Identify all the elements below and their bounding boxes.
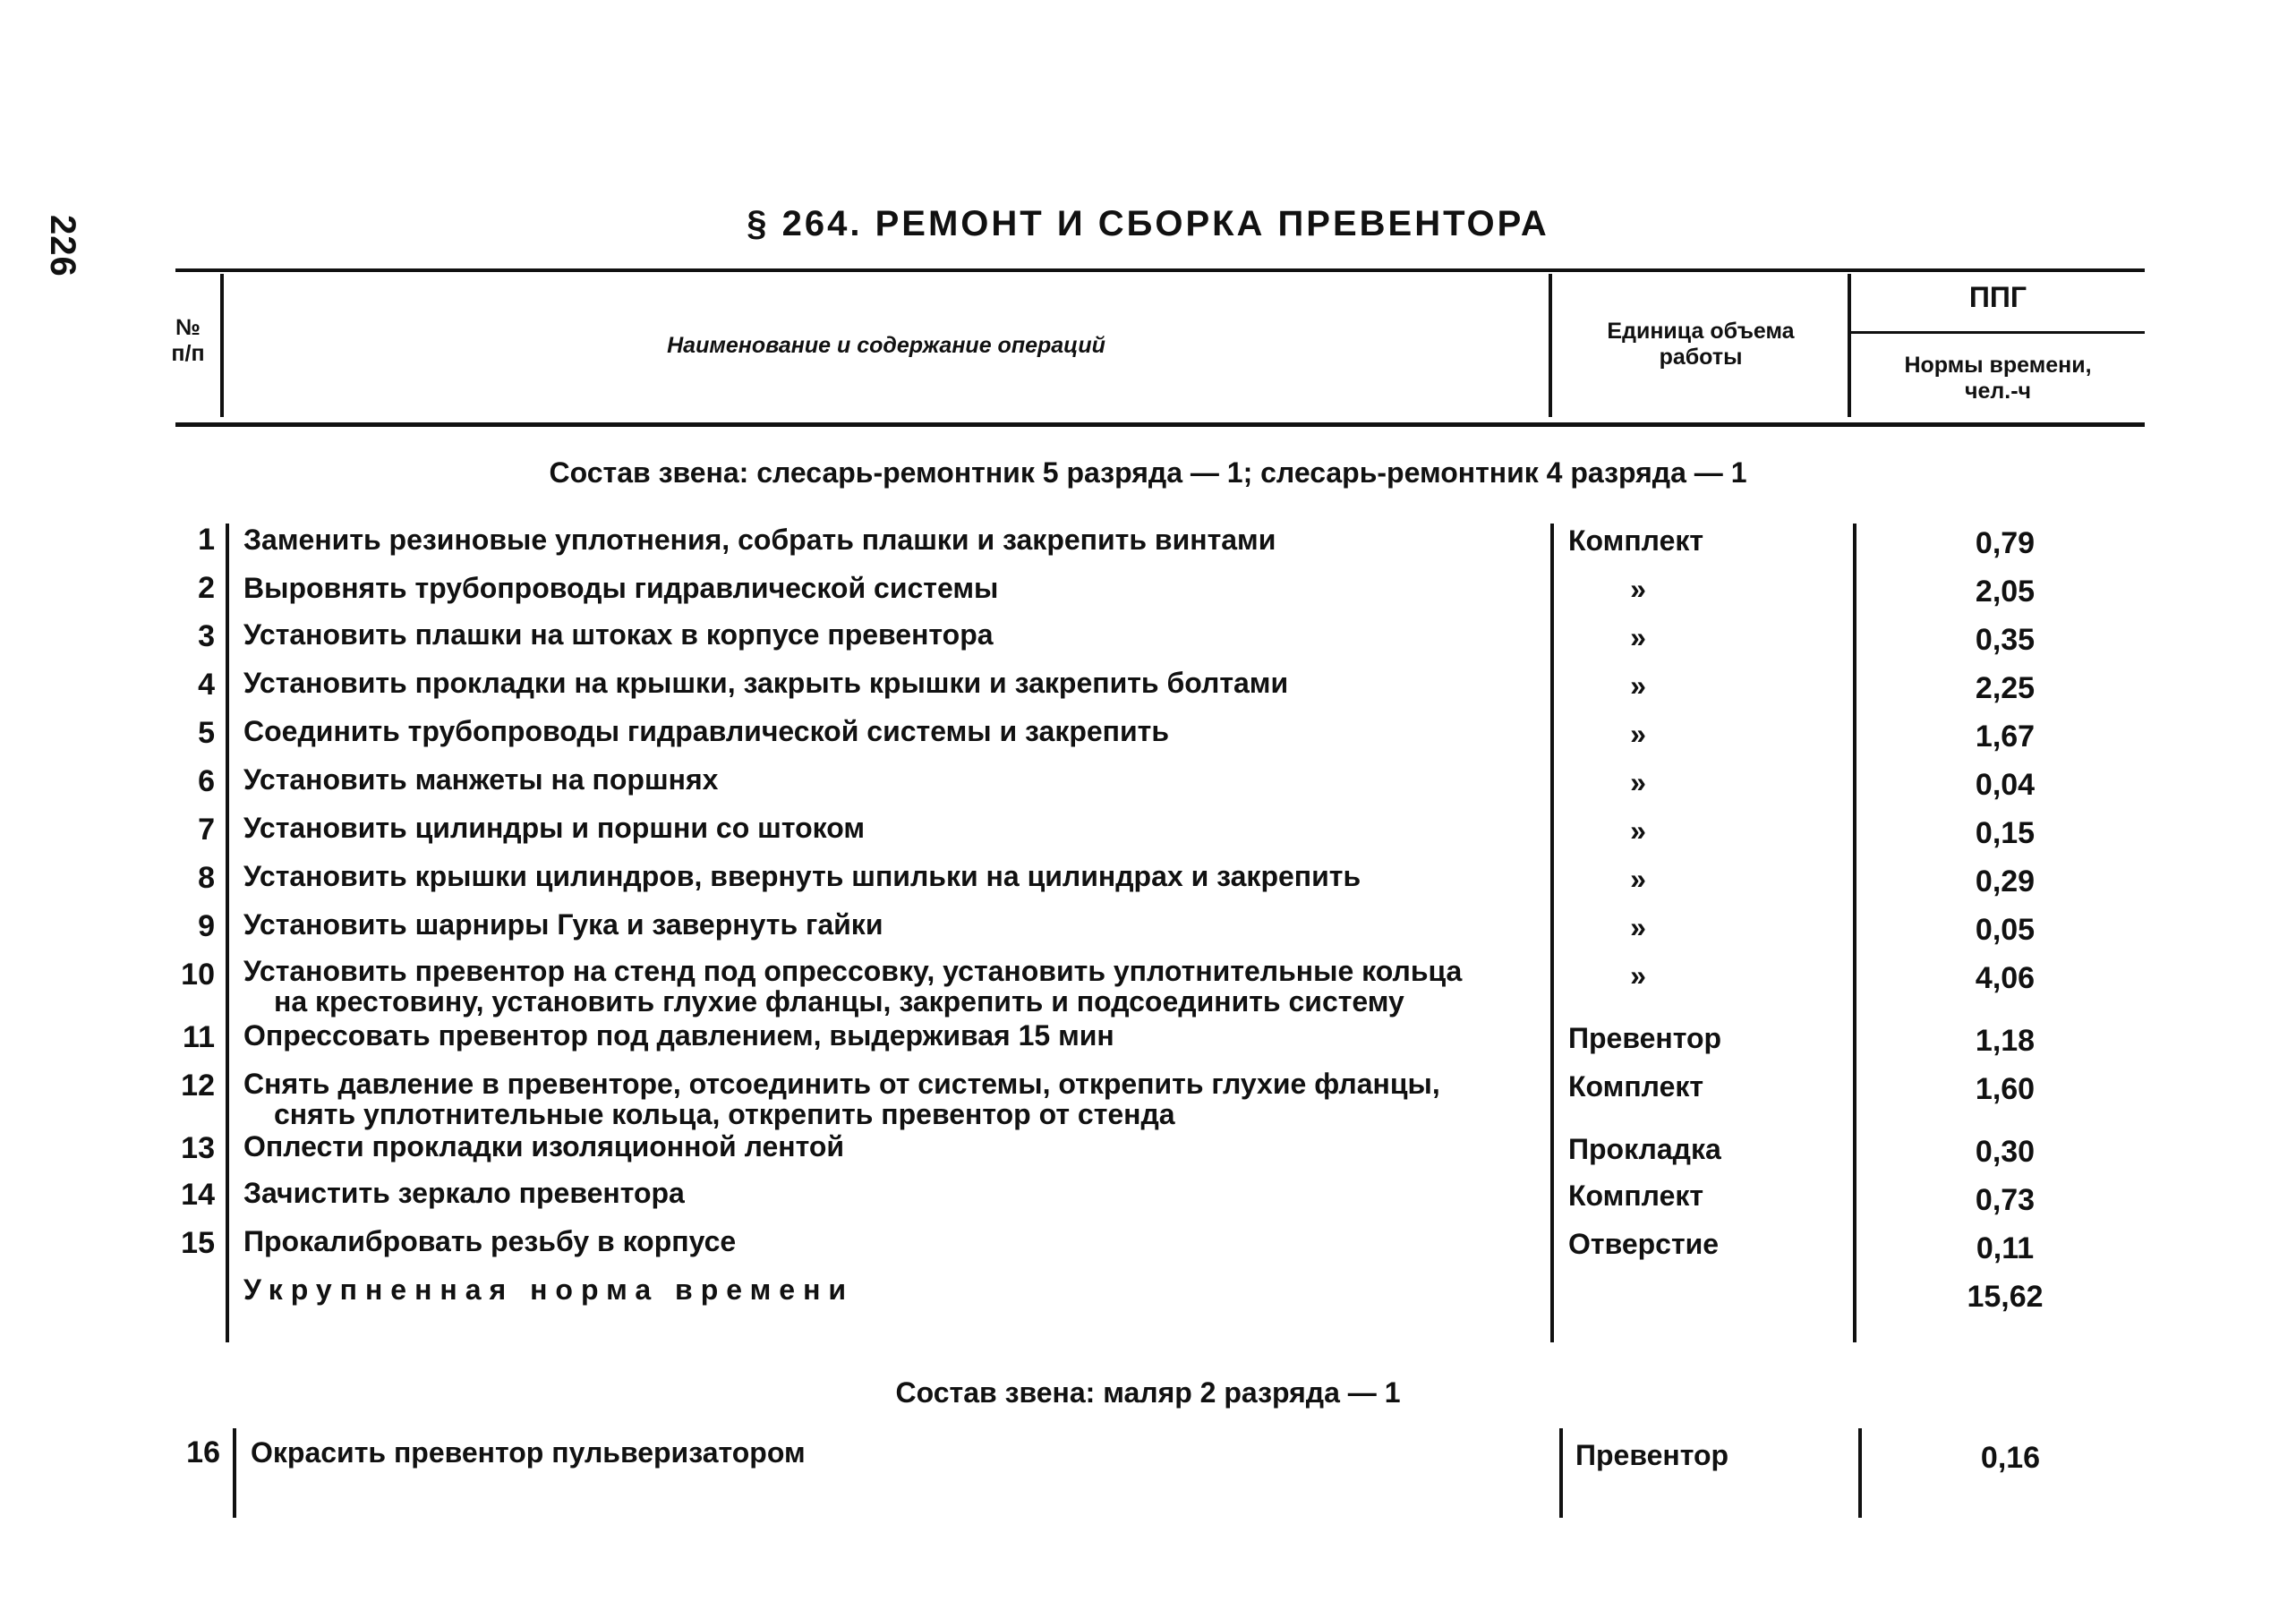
header-group: ППГ (1968, 281, 2027, 313)
row-value: 0,79 (1975, 526, 2036, 560)
row-value: 0,05 (1975, 913, 2036, 947)
body-divider-2 (1550, 524, 1554, 1342)
row-unit: Отверстие (1568, 1228, 1720, 1260)
row-number: 1 (198, 523, 215, 557)
row-number: 10 (181, 958, 215, 992)
row-value: 0,15 (1975, 816, 2036, 850)
row-operation: Зачистить зеркало превентора (243, 1177, 685, 1209)
row-unit: Комплект (1568, 524, 1704, 557)
header-num: № п/п (171, 315, 205, 366)
row-number: 13 (181, 1131, 215, 1165)
row-unit: » (1630, 573, 1646, 605)
row-unit: » (1630, 621, 1646, 653)
row-value: 1,18 (1975, 1024, 2036, 1058)
row-operation: Соединить трубопроводы гидравлической системы и закрепить (243, 715, 1170, 747)
row-operation: Опрессовать превентор под давлением, выдерживая 15 мин (243, 1019, 1114, 1052)
body-divider-1 (226, 524, 229, 1342)
row-unit: » (1630, 959, 1646, 992)
row-unit: » (1630, 863, 1646, 895)
row-number: 12 (181, 1069, 215, 1103)
body2-divider-1 (233, 1428, 236, 1518)
page-number: 226 (43, 215, 82, 277)
row-value: 0,11 (1976, 1231, 2035, 1265)
row-number: 6 (198, 764, 215, 798)
row-number: 7 (198, 813, 215, 847)
body2-divider-2 (1559, 1428, 1563, 1518)
row-unit: » (1630, 911, 1646, 943)
header-operations: Наименование и содержание операций (667, 333, 1105, 358)
body2-divider-3 (1858, 1428, 1862, 1518)
row-number: 14 (181, 1178, 215, 1212)
row-operation: Установить крышки цилиндров, ввернуть шпильки на цилиндрах и закрепить (243, 860, 1361, 892)
section-title: § 264. РЕМОНТ И СБОРКА ПРЕВЕНТОРА (747, 204, 1549, 243)
header-top-rule (175, 268, 2145, 272)
row-value: 0,29 (1975, 864, 2036, 898)
header-divider-2 (1549, 274, 1552, 417)
row-unit: Комплект (1568, 1179, 1704, 1212)
row-unit: » (1630, 718, 1646, 750)
row-number: 9 (198, 909, 215, 943)
row-operation: Окрасить превентор пульверизатором (251, 1436, 806, 1469)
header-unit: Единица объема работы (1607, 319, 1795, 370)
row-number: 8 (198, 861, 215, 895)
row-unit: » (1630, 766, 1646, 798)
row-value: 2,25 (1975, 671, 2036, 705)
row-operation: Оплести прокладки изоляционной лентой (243, 1130, 845, 1162)
row-value: 0,04 (1975, 768, 2036, 802)
row-number: 4 (198, 668, 215, 702)
row-unit: » (1630, 669, 1646, 702)
total-value: 15,62 (1967, 1280, 2044, 1314)
row-operation: Установить шарниры Гука и завернуть гайки (243, 908, 883, 941)
header-bottom-rule (175, 422, 2145, 427)
row-operation: Установить превентор на стенд под опрессовку, установить уплотнительные кольца (243, 955, 1463, 987)
row-operation-continued: на крестовину, установить глухие фланцы, закрепить и подсоединить систему (274, 985, 1404, 1018)
row-value: 0,73 (1975, 1183, 2036, 1217)
row-number: 3 (198, 619, 215, 653)
body-divider-3 (1853, 524, 1856, 1342)
row-operation: Прокалибровать резьбу в корпусе (243, 1225, 737, 1257)
row-unit: Превентор (1568, 1022, 1722, 1054)
row-value: 0,30 (1975, 1135, 2036, 1169)
row-value: 0,16 (1980, 1441, 2041, 1475)
row-value: 0,35 (1975, 623, 2036, 657)
row-unit: Комплект (1568, 1070, 1704, 1103)
row-operation: Снять давление в превенторе, отсоединить от системы, открепить глухие фланцы, (243, 1068, 1440, 1100)
row-unit: » (1630, 814, 1646, 847)
header-group-rule (1851, 331, 2145, 334)
crew-heading-2: Состав звена: маляр 2 разряда — 1 (895, 1376, 1401, 1409)
header-norm: Нормы времени, чел.-ч (1904, 353, 2092, 404)
row-number: 15 (181, 1226, 215, 1260)
row-number: 11 (183, 1020, 215, 1054)
row-operation: Заменить резиновые уплотнения, собрать плашки и закрепить винтами (243, 524, 1276, 556)
row-operation-continued: снять уплотнительные кольца, открепить превентор от стенда (274, 1098, 1175, 1130)
row-operation: Выровнять трубопроводы гидравлической системы (243, 572, 999, 604)
row-number: 2 (198, 571, 215, 605)
row-value: 1,67 (1975, 720, 2036, 754)
row-value: 2,05 (1975, 575, 2036, 609)
row-operation: Установить цилиндры и поршни со штоком (243, 812, 865, 844)
total-label: Укрупненная норма времени (243, 1273, 855, 1306)
crew-heading-1: Состав звена: слесарь-ремонтник 5 разряда — 1; слесарь-ремонтник 4 разряда — 1 (549, 456, 1747, 489)
row-value: 1,60 (1975, 1072, 2036, 1106)
row-number: 16 (186, 1435, 220, 1469)
row-value: 4,06 (1975, 961, 2036, 995)
row-unit: Прокладка (1568, 1133, 1721, 1165)
row-operation: Установить прокладки на крышки, закрыть крышки и закрепить болтами (243, 667, 1289, 699)
row-unit: Превентор (1575, 1439, 1729, 1471)
row-number: 5 (198, 716, 215, 750)
row-operation: Установить манжеты на поршнях (243, 763, 719, 796)
row-operation: Установить плашки на штоках в корпусе превентора (243, 618, 994, 651)
